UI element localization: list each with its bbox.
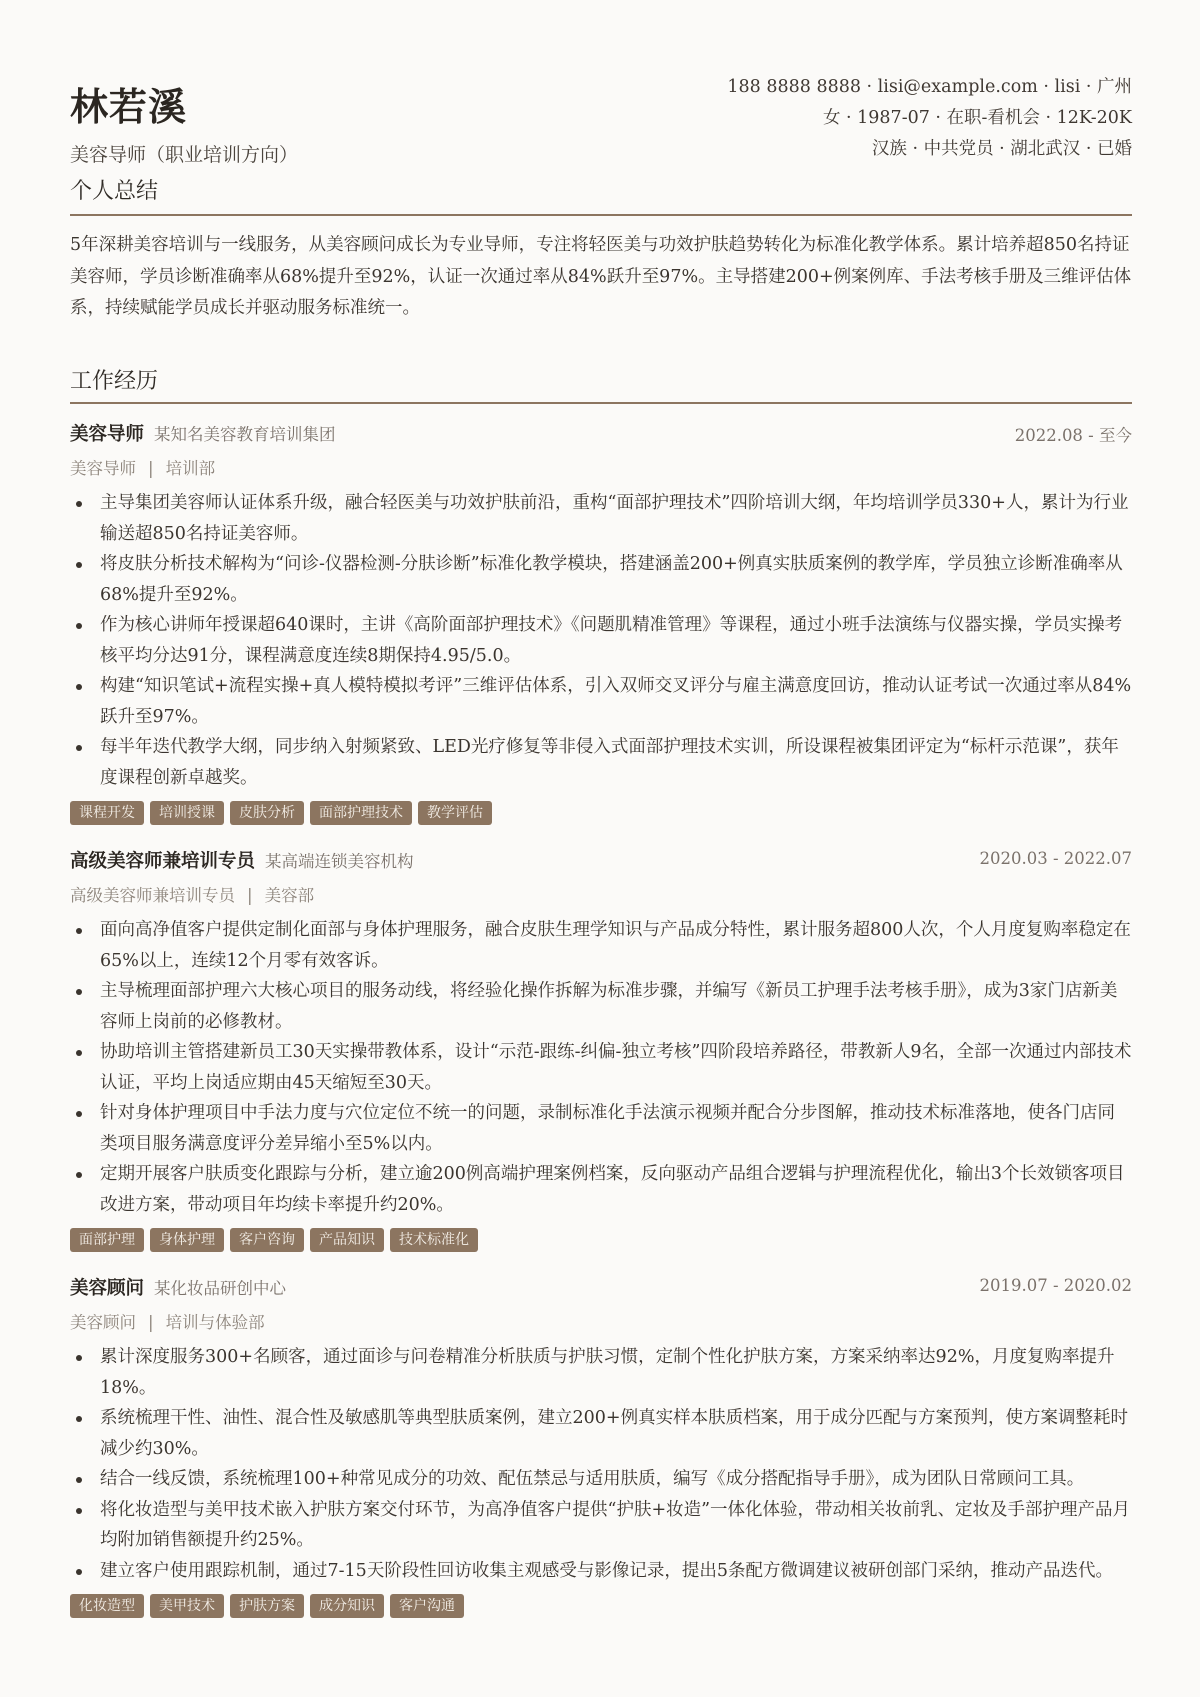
job-bullets [70,915,1132,1220]
bullet-item: 主导集团美容师认证体系升级，融合轻医美与功效护肤前沿，重构“面部护理技术”四阶培训大纲，年均培训学员330+人，累计为行业输送超850名持证美容师。 [70,488,1132,549]
skill-tag: 身体护理 [150,1228,224,1252]
job-department: 培训部 [165,459,216,478]
experience-section-title: 工作经历 [70,369,159,394]
bullet-item: 建立客户使用跟踪机制，通过7-15天阶段性回访收集主观感受与影像记录，提出5条配方微调建议被研创部门采纳，推动产品迭代。 [70,1556,1132,1587]
job-date: 2019.07 - 2020.02 [979,1276,1132,1295]
bullet-item: 面向高净值客户提供定制化面部与身体护理服务，融合皮肤生理学知识与产品成分特性，累计服务超800人次，个人月度复购率稳定在65%以上，连续12个月零有效客诉。 [70,915,1132,976]
job-bullets [70,1342,1132,1586]
candidate-title: 美容导师（职业培训方向） [70,144,299,166]
personal-line: 女 · 1987-07 · 在职-看机会 · 12K-20K [822,108,1132,128]
job-entry [70,420,1132,827]
job-role: 高级美容师兼培训专员 [70,851,256,872]
skill-tag: 培训授课 [150,801,224,825]
job-company: 某知名美容教育培训集团 [154,425,336,444]
skill-tags [70,801,1132,827]
skill-tag: 客户沟通 [390,1594,464,1618]
bullet-item: 累计深度服务300+名顾客，通过面诊与问卷精准分析肤质与护肤习惯，定制个性化护肤方案，方案采纳率达92%，月度复购率提升18%。 [70,1342,1132,1403]
job-date: 2022.08 - 至今 [1014,426,1132,445]
job-subline [70,1308,1132,1342]
summary-divider [70,214,1132,216]
job-position: 高级美容师兼培训专员 [70,886,235,905]
job-company: 某化妆品研创中心 [154,1279,287,1298]
job-header [70,847,1132,881]
job-role: 美容顾问 [70,1278,145,1299]
skill-tag: 面部护理 [70,1228,144,1252]
bullet-item: 作为核心讲师年授课超640课时，主讲《高阶面部护理技术》《问题肌精准管理》等课程，通过小班手法演练与仪器实操，学员实操考核平均分达91分，课程满意度连续8期保持4.95/5.0。 [70,610,1132,671]
job-subline [70,454,1132,488]
job-entry [70,1274,1132,1620]
skill-tags [70,1594,1132,1620]
job-bullets [70,488,1132,793]
bullet-item: 系统梳理干性、油性、混合性及敏感肌等典型肤质案例，建立200+例真实样本肤质档案，用于成分匹配与方案预判，使方案调整耗时减少约30%。 [70,1403,1132,1464]
skill-tag: 技术标准化 [390,1228,478,1252]
skill-tag: 教学评估 [418,801,492,825]
bullet-item: 结合一线反馈，系统梳理100+种常见成分的功效、配伍禁忌与适用肤质，编写《成分搭配指导手册》，成为团队日常顾问工具。 [70,1464,1132,1495]
summary-section-title: 个人总结 [70,179,159,204]
bullet-item: 将化妆造型与美甲技术嵌入护肤方案交付环节，为高净值客户提供“护肤+妆造”一体化体验，带动相关妆前乳、定妆及手部护理产品月均附加销售额提升约25%。 [70,1495,1132,1556]
bullet-item: 协助培训主管搭建新员工30天实操带教体系，设计“示范-跟练-纠偏-独立考核”四阶段培养路径，带教新人9名，全部一次通过内部技术认证，平均上岗适应期由45天缩短至30天。 [70,1037,1132,1098]
job-department: 美容部 [264,886,315,905]
skill-tags [70,1228,1132,1254]
job-position: 美容顾问 [70,1313,136,1332]
skill-tag: 成分知识 [310,1594,384,1618]
skill-tag: 护肤方案 [230,1594,304,1618]
job-header [70,420,1132,454]
skill-tag: 课程开发 [70,801,144,825]
skill-tag: 客户咨询 [230,1228,304,1252]
bullet-item: 定期开展客户肤质变化跟踪与分析，建立逾200例高端护理案例档案，反向驱动产品组合逻辑与护理流程优化，输出3个长效锁客项目改进方案，带动项目年均续卡率提升约20%。 [70,1159,1132,1220]
experience-divider [70,402,1132,404]
job-date: 2020.03 - 2022.07 [979,849,1132,868]
job-entry [70,847,1132,1254]
skill-tag: 化妆造型 [70,1594,144,1618]
separator: | [148,1313,154,1332]
summary-text: 5年深耕美容培训与一线服务，从美容顾问成长为专业导师，专注将轻医美与功效护肤趋势转化为标准化教学体系。累计培养超850名持证美容师，学员诊断准确率从68%提升至92%，认证一次通过率从84%跃升至97%。主导搭建200+例案例库、手法考核手册及三维评估体系，持续赋能学员成长并驱动服务标准统一。 [70,235,1132,318]
job-department: 培训与体验部 [165,1313,265,1332]
job-role: 美容导师 [70,424,145,445]
background-line: 汉族 · 中共党员 · 湖北武汉 · 已婚 [871,139,1132,159]
bullet-item: 主导梳理面部护理六大核心项目的服务动线，将经验化操作拆解为标准步骤，并编写《新员工护理手法考核手册》，成为3家门店新美容师上岗前的必修教材。 [70,976,1132,1037]
separator: | [148,459,154,478]
contact-line: 188 8888 8888 · lisi@example.com · lisi · 广州 [727,77,1132,97]
contact-info [727,72,1132,165]
skill-tag: 产品知识 [310,1228,384,1252]
skill-tag: 皮肤分析 [230,801,304,825]
job-subline [70,881,1132,915]
bullet-item: 针对身体护理项目中手法力度与穴位定位不统一的问题，录制标准化手法演示视频并配合分步图解，推动技术标准落地，使各门店同类项目服务满意度评分差异缩小至5%以内。 [70,1098,1132,1159]
skill-tag: 面部护理技术 [310,801,412,825]
skill-tag: 美甲技术 [150,1594,224,1618]
job-header [70,1274,1132,1308]
bullet-item: 每半年迭代教学大纲，同步纳入射频紧致、LED光疗修复等非侵入式面部护理技术实训，所设课程被集团评定为“标杆示范课”，获年度课程创新卓越奖。 [70,732,1132,793]
separator: | [247,886,253,905]
job-position: 美容导师 [70,459,136,478]
resume-header [70,68,1132,178]
bullet-item: 构建“知识笔试+流程实操+真人模特模拟考评”三维评估体系，引入双师交叉评分与雇主满意度回访，推动认证考试一次通过率从84%跃升至97%。 [70,671,1132,732]
job-company: 某高端连锁美容机构 [265,852,414,871]
bullet-item: 将皮肤分析技术解构为“问诊-仪器检测-分肤诊断”标准化教学模块，搭建涵盖200+例真实肤质案例的教学库，学员独立诊断准确率从68%提升至92%。 [70,549,1132,610]
candidate-name: 林若溪 [70,84,188,129]
